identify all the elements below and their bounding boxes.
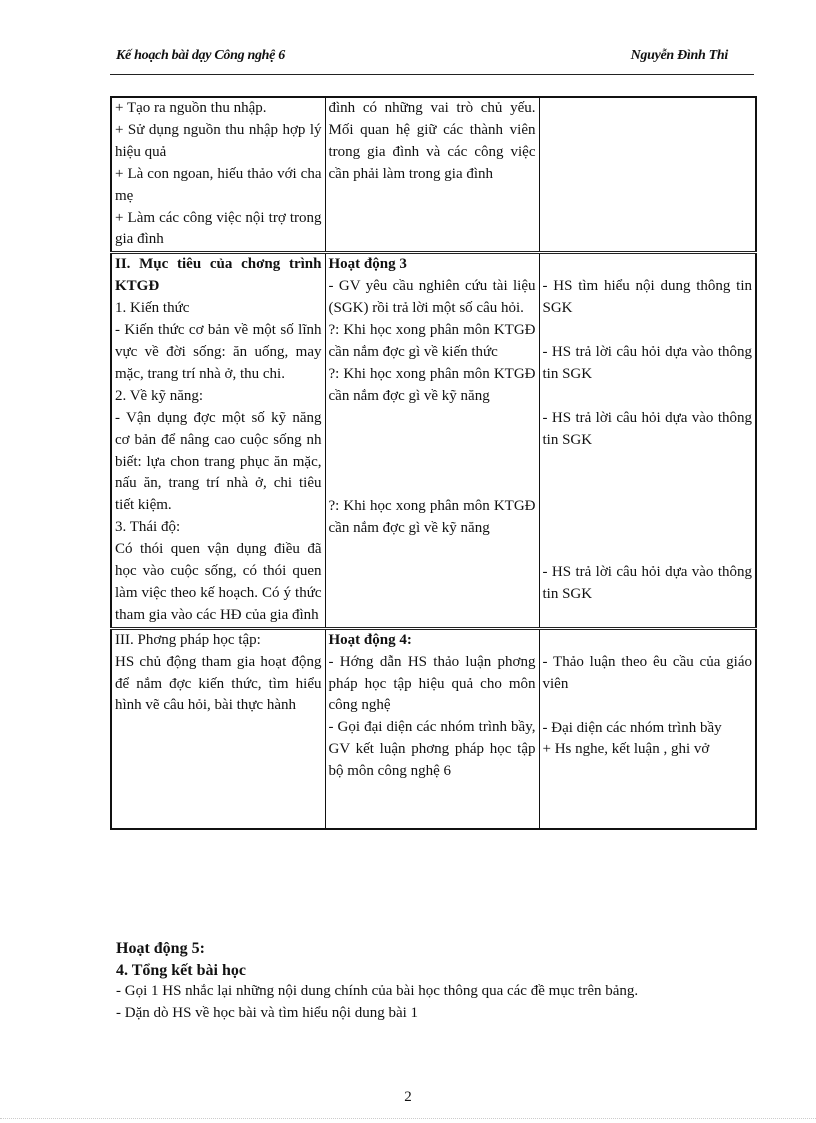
cell-text: - HS trả lời câu hỏi dựa vào thông tin SGK	[542, 563, 752, 602]
activity-heading: Hoạt động 4:	[328, 631, 412, 648]
table-cell	[539, 628, 756, 829]
cell-text: + Sử dụng nguồn thu nhập hợp lý hiệu quả	[115, 121, 322, 160]
cell-text: - Đại diện các nhóm trình bầy	[542, 719, 722, 736]
table-row	[111, 253, 756, 628]
table-cell	[111, 628, 325, 829]
table-cell	[325, 628, 539, 829]
page-edge	[0, 1118, 816, 1119]
lesson-plan-table	[110, 96, 757, 830]
table-cell	[111, 253, 325, 628]
table-cell	[325, 97, 539, 253]
summary-title: 4. Tổng kết bài học	[116, 961, 246, 979]
cell-text: 3. Thái độ:	[115, 519, 181, 536]
cell-text: - HS trả lời câu hỏi dựa vào thông tin SGK	[542, 409, 752, 448]
page-number: 2	[404, 1089, 412, 1105]
cell-text: ?: Khi học xong phân môn KTGĐ cần nắm đợc gì về kiến thức	[328, 322, 536, 360]
cell-text: - Kiến thức cơ bản về một số lĩnh vực về đời sống: ăn uống, may mặc, trang trí nhà ở, thu chi.	[115, 322, 322, 382]
activity-heading: Hoạt động 5:	[116, 940, 205, 957]
summary-line: - Gọi 1 HS nhắc lại những nội dung chính của bài học thông qua các đề mục trên bảng.	[116, 983, 639, 999]
section-heading: III. Phơng pháp học tập:	[115, 631, 261, 648]
table-row	[111, 628, 756, 829]
cell-text: - GV yêu cầu nghiên cứu tài liệu (SGK) rồi trả lời một số câu hỏi.	[328, 278, 536, 317]
cell-text: ?: Khi học xong phân môn KTGĐ cần nắm đợc gì về kỹ năng	[328, 365, 536, 404]
cell-text: 1. Kiến thức	[115, 300, 190, 317]
table-row	[111, 97, 756, 253]
lesson-summary	[116, 938, 756, 1024]
cell-text: ?: Khi học xong phân môn KTGĐ cần nắm đợc gì về kỹ năng	[328, 497, 536, 536]
section-heading: II. Mục tiêu của chơng trình KTGĐ	[115, 256, 322, 295]
header-rule	[110, 74, 754, 75]
summary-line: - Dặn dò HS về học bài và tìm hiểu nội dung bài 1	[116, 1004, 419, 1021]
cell-text: Có thói quen vận dụng điều đã học vào cuộc sống, có thói quen làm việc theo kế hoạch. Có ý thức tham gia vào các HĐ của gia đình	[115, 541, 322, 623]
cell-text: 2. Về kỹ năng:	[115, 387, 204, 404]
cell-text: + Tạo ra nguồn thu nhập.	[115, 100, 267, 116]
table-cell	[111, 97, 325, 253]
table-cell	[325, 253, 539, 628]
activity-heading: Hoạt động 3	[328, 256, 407, 273]
header-title: Kế hoạch bài dạy Công nghệ 6	[116, 48, 285, 63]
header-author: Nguyễn Đình Thi	[630, 48, 728, 63]
cell-text: - HS tìm hiểu nội dung thông tin SGK	[542, 278, 752, 317]
cell-text: - Gọi đại diện các nhóm trình bầy, GV kết luận phơng pháp học tập bộ môn công nghệ 6	[328, 719, 536, 780]
cell-text: HS chủ động tham gia hoạt động để nắm đợc kiến thức, tìm hiểu hình vẽ câu hỏi, bài thực hành	[115, 653, 322, 714]
table-cell	[539, 97, 756, 253]
cell-text: - Hớng dẫn HS thảo luận phơng pháp học tập hiệu quả cho môn công nghệ	[328, 653, 536, 714]
cell-text: - Thảo luận theo êu cầu của giáo viên	[542, 653, 752, 692]
cell-text: - Vận dụng đợc một số kỹ năng cơ bản để nâng cao cuộc sống nh biết: lựa chon trang phục ăn mặc, nấu ăn, trang trí nhà ở, chi tiêu tiết kiệm.	[115, 409, 322, 514]
cell-text: - HS trả lời câu hỏi dựa vào thông tin SGK	[542, 344, 752, 383]
cell-text: + Hs nghe, kết luận , ghi vở	[542, 741, 710, 758]
table-cell	[539, 253, 756, 628]
cell-text: + Là con ngoan, hiếu thảo với cha mẹ	[115, 165, 322, 204]
cell-text: + Làm các công việc nội trợ trong gia đình	[115, 209, 322, 248]
cell-text: đình có những vai trò chủ yếu. Mối quan hệ giữ các thành viên trong gia đình và các công việc cần phải làm trong gia đình	[328, 100, 536, 182]
